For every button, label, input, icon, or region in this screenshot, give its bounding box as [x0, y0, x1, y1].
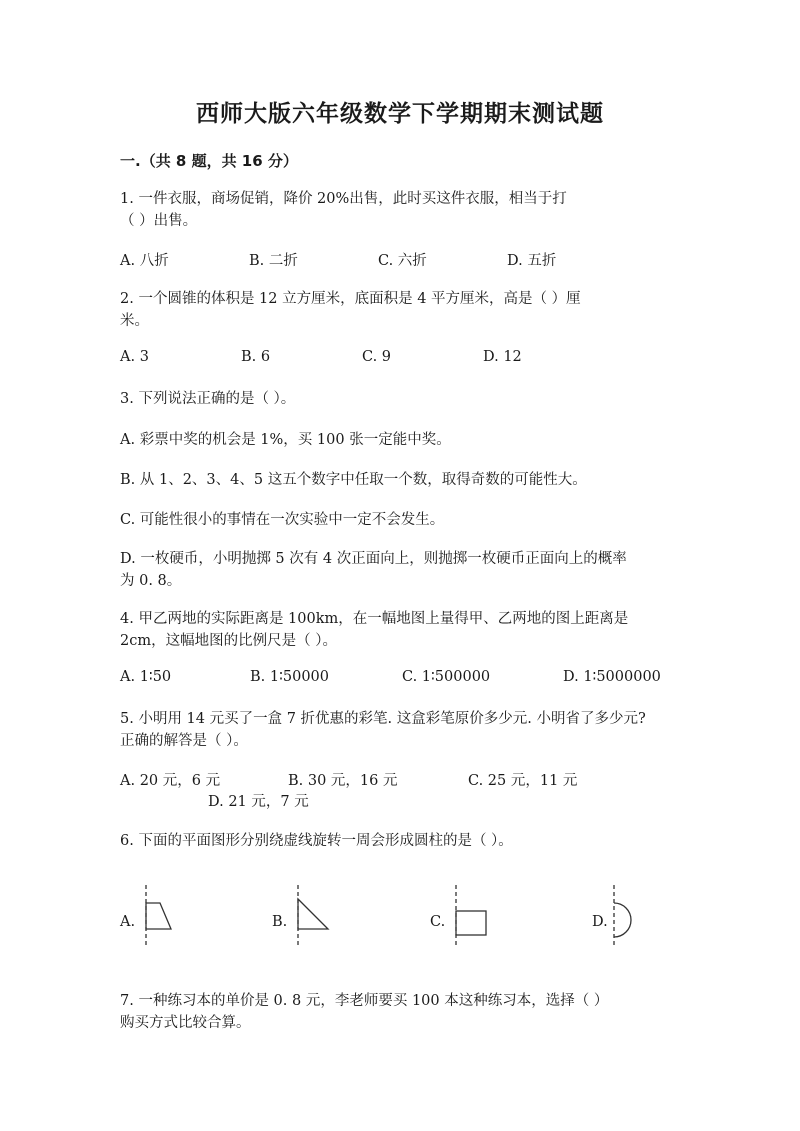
q6-option-a[interactable]: A.	[120, 914, 136, 930]
q5-option-d[interactable]: D. 21 元，7 元	[208, 794, 309, 810]
q6-figure-b-triangle	[292, 885, 337, 950]
q6-figure-d-semicircle	[608, 885, 648, 950]
question-7	[120, 990, 680, 1034]
q4-option-a[interactable]: A. 1∶50	[120, 669, 172, 685]
q2-option-d[interactable]: D. 12	[483, 349, 522, 365]
q4-option-b[interactable]: B. 1∶50000	[250, 669, 329, 685]
question-1-line1: 1. 一件衣服，商场促销，降价 20%出售，此时买这件衣服，相当于打	[120, 191, 567, 207]
question-5	[120, 708, 720, 752]
section-heading: 一.（共 8 题，共 16 分）	[120, 152, 298, 170]
q5-option-c[interactable]: C. 25 元，11 元	[468, 773, 578, 789]
question-6-stem: 6. 下面的平面图形分别绕虚线旋转一周会形成圆柱的是（ ）。	[120, 833, 513, 849]
question-7-line1: 7. 一种练习本的单价是 0. 8 元，李老师要买 100 本这种练习本，选择（ ）	[120, 993, 609, 1009]
question-7-line2: 购买方式比较合算。	[120, 1015, 251, 1031]
q3-option-c[interactable]: C. 可能性很小的事情在一次实验中一定不会发生。	[120, 512, 445, 528]
question-5-line1: 5. 小明用 14 元买了一盒 7 折优惠的彩笔. 这盒彩笔原价多少元. 小明省了多少元?	[120, 711, 646, 727]
q1-option-a[interactable]: A. 八折	[120, 253, 169, 269]
question-2	[120, 288, 680, 332]
q6-figure-c-rectangle	[450, 885, 495, 950]
question-1	[120, 188, 680, 232]
q1-option-d[interactable]: D. 五折	[507, 253, 557, 269]
q3-option-d-line2: 为 0. 8。	[120, 573, 182, 589]
q6-option-b[interactable]: B.	[272, 914, 288, 930]
q4-option-c[interactable]: C. 1∶500000	[402, 669, 491, 685]
q6-option-c[interactable]: C.	[430, 914, 446, 930]
q2-option-a[interactable]: A. 3	[120, 349, 149, 365]
question-4	[120, 608, 680, 652]
q3-option-d-line1: D. 一枚硬币，小明抛掷 5 次有 4 次正面向上，则抛掷一枚硬币正面向上的概率	[120, 551, 627, 567]
q2-option-b[interactable]: B. 6	[241, 349, 271, 365]
q6-figure-a-trapezoid	[140, 885, 180, 950]
question-4-line1: 4. 甲乙两地的实际距离是 100km，在一幅地图上量得甲、乙两地的图上距离是	[120, 611, 629, 627]
q3-option-d[interactable]	[120, 548, 680, 592]
q3-option-a[interactable]: A. 彩票中奖的机会是 1%，买 100 张一定能中奖。	[120, 432, 451, 448]
question-2-line2: 米。	[120, 313, 149, 329]
question-4-line2: 2cm，这幅地图的比例尺是（ ）。	[120, 633, 337, 649]
q4-option-d[interactable]: D. 1∶5000000	[563, 669, 661, 685]
q6-option-d[interactable]: D.	[592, 914, 608, 930]
q3-option-b[interactable]: B. 从 1、2、3、4、5 这五个数字中任取一个数，取得奇数的可能性大。	[120, 472, 587, 488]
question-2-line1: 2. 一个圆锥的体积是 12 立方厘米，底面积是 4 平方厘米，高是（ ）厘	[120, 291, 581, 307]
q5-option-b[interactable]: B. 30 元，16 元	[288, 773, 398, 789]
question-5-line2: 正确的解答是（ ）。	[120, 733, 248, 749]
q1-option-c[interactable]: C. 六折	[378, 253, 427, 269]
q5-option-a[interactable]: A. 20 元，6 元	[120, 773, 221, 789]
question-3-stem: 3. 下列说法正确的是（ ）。	[120, 391, 296, 407]
question-1-line2: （ ）出售。	[120, 213, 198, 229]
q2-option-c[interactable]: C. 9	[362, 349, 392, 365]
q1-option-b[interactable]: B. 二折	[249, 253, 298, 269]
page-title: 西师大版六年级数学下学期期末测试题	[196, 101, 604, 127]
